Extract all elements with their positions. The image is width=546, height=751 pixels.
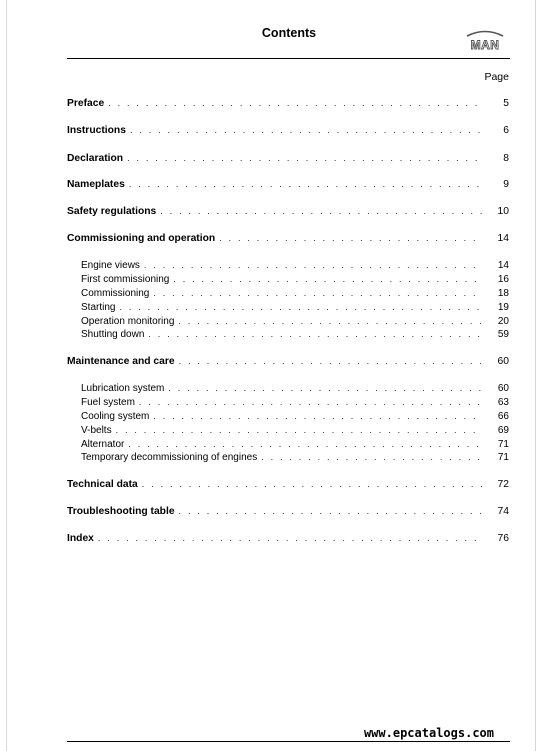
toc-entry-page: 14: [497, 260, 509, 271]
toc-subentry[interactable]: [81, 410, 509, 423]
dot-leader: [178, 315, 483, 327]
toc-entry-title: Troubleshooting table: [67, 506, 175, 517]
toc-entry-page: 8: [503, 153, 509, 164]
toc-entry-page: 10: [497, 206, 509, 217]
toc-entry-page: 76: [497, 533, 509, 544]
toc-entry-page: 71: [497, 439, 509, 450]
toc-entry-page: 14: [497, 233, 509, 244]
toc-entry-page: 71: [497, 452, 509, 463]
dot-leader: [179, 505, 483, 517]
toc-entry-page: 59: [497, 329, 509, 340]
toc-subentry[interactable]: [81, 382, 509, 395]
dot-leader: [98, 532, 483, 544]
toc-entry-title: Fuel system: [81, 397, 135, 408]
toc-subentry[interactable]: [81, 396, 509, 409]
dot-leader: [261, 451, 483, 463]
toc-entry-page: 16: [497, 274, 509, 285]
toc-entry-title: Technical data: [67, 479, 138, 490]
toc-entry-title: Operation monitoring: [81, 316, 175, 327]
dot-leader: [127, 152, 483, 164]
dot-leader: [219, 232, 483, 244]
dot-leader: [148, 328, 483, 340]
toc-subentry[interactable]: [81, 287, 509, 300]
toc-entry-title: V-belts: [81, 425, 112, 436]
man-logo: [461, 30, 509, 52]
toc-entry-title: Commissioning and operation: [67, 233, 216, 244]
toc-entry[interactable]: [67, 152, 509, 165]
dot-leader: [153, 410, 483, 422]
toc-entry-page: 72: [497, 479, 509, 490]
dot-leader: [129, 178, 483, 190]
toc-entry-page: 19: [497, 302, 509, 313]
dot-leader: [108, 97, 483, 109]
toc-entry-title: Starting: [81, 302, 116, 313]
toc-entry-page: 63: [497, 397, 509, 408]
toc-subentry[interactable]: [81, 301, 509, 314]
toc-entry-page: 18: [497, 288, 509, 299]
toc-entry-title: Instructions: [67, 125, 126, 136]
toc-entry-title: Maintenance and care: [67, 356, 175, 367]
dot-leader: [139, 396, 483, 408]
page-title: Contents: [261, 26, 317, 40]
toc-entry-page: 5: [503, 98, 509, 109]
toc-entry-page: 20: [497, 316, 509, 327]
toc-subentry[interactable]: [81, 438, 509, 451]
toc-subentry[interactable]: [81, 328, 509, 341]
toc-entry-title: Index: [67, 533, 94, 544]
toc-entry-page: 6: [503, 125, 509, 136]
dot-leader: [144, 259, 483, 271]
toc-entry-page: 60: [497, 383, 509, 394]
toc-entry[interactable]: [67, 124, 509, 137]
dot-leader: [160, 205, 483, 217]
dot-leader: [153, 287, 483, 299]
watermark: www.epcatalogs.com: [363, 726, 494, 740]
toc-entry-title: Nameplates: [67, 179, 125, 190]
toc-entry-title: Alternator: [81, 439, 125, 450]
toc-entry-title: First commissioning: [81, 274, 170, 285]
toc-entry-page: 69: [497, 425, 509, 436]
toc-entry[interactable]: [67, 178, 509, 191]
dot-leader: [119, 301, 483, 313]
toc-entry-page: 9: [503, 179, 509, 190]
toc-entry[interactable]: [67, 232, 509, 245]
toc-entry-page: 66: [497, 411, 509, 422]
page-column-label: Page: [484, 71, 509, 83]
toc-entry-page: 60: [497, 356, 509, 367]
toc-entry-title: Engine views: [81, 260, 140, 271]
toc-entry-title: Safety regulations: [67, 206, 157, 217]
dot-leader: [116, 424, 483, 436]
toc-entry[interactable]: [67, 478, 509, 491]
toc-entry-title: Temporary decommissioning of engines: [81, 452, 258, 463]
header-rule: [67, 58, 510, 59]
footer-rule: [67, 741, 510, 742]
toc-subentry[interactable]: [81, 315, 509, 328]
toc-entry-title: Shutting down: [81, 329, 145, 340]
toc-subentry[interactable]: [81, 273, 509, 286]
toc-subentry[interactable]: [81, 259, 509, 272]
toc-entry-title: Cooling system: [81, 411, 150, 422]
page-left-border: [6, 0, 7, 751]
dot-leader: [173, 273, 483, 285]
dot-leader: [179, 355, 483, 367]
dot-leader: [128, 438, 483, 450]
toc-entry-title: Declaration: [67, 153, 124, 164]
dot-leader: [130, 124, 483, 136]
toc-entry-title: Lubrication system: [81, 383, 165, 394]
toc-entry[interactable]: [67, 205, 509, 218]
toc-subentry[interactable]: [81, 424, 509, 437]
toc-entry-title: Preface: [67, 98, 105, 109]
dot-leader: [168, 382, 483, 394]
dot-leader: [142, 478, 483, 490]
toc-entry[interactable]: [67, 355, 509, 368]
toc-entry[interactable]: [67, 505, 509, 518]
toc-entry[interactable]: [67, 532, 509, 545]
toc-entry-title: Commissioning: [81, 288, 150, 299]
page-right-border: [535, 0, 536, 751]
toc-subentry[interactable]: [81, 451, 509, 464]
toc-entry[interactable]: [67, 97, 509, 110]
logo-text: MAN: [470, 38, 500, 52]
toc-entry-page: 74: [497, 506, 509, 517]
